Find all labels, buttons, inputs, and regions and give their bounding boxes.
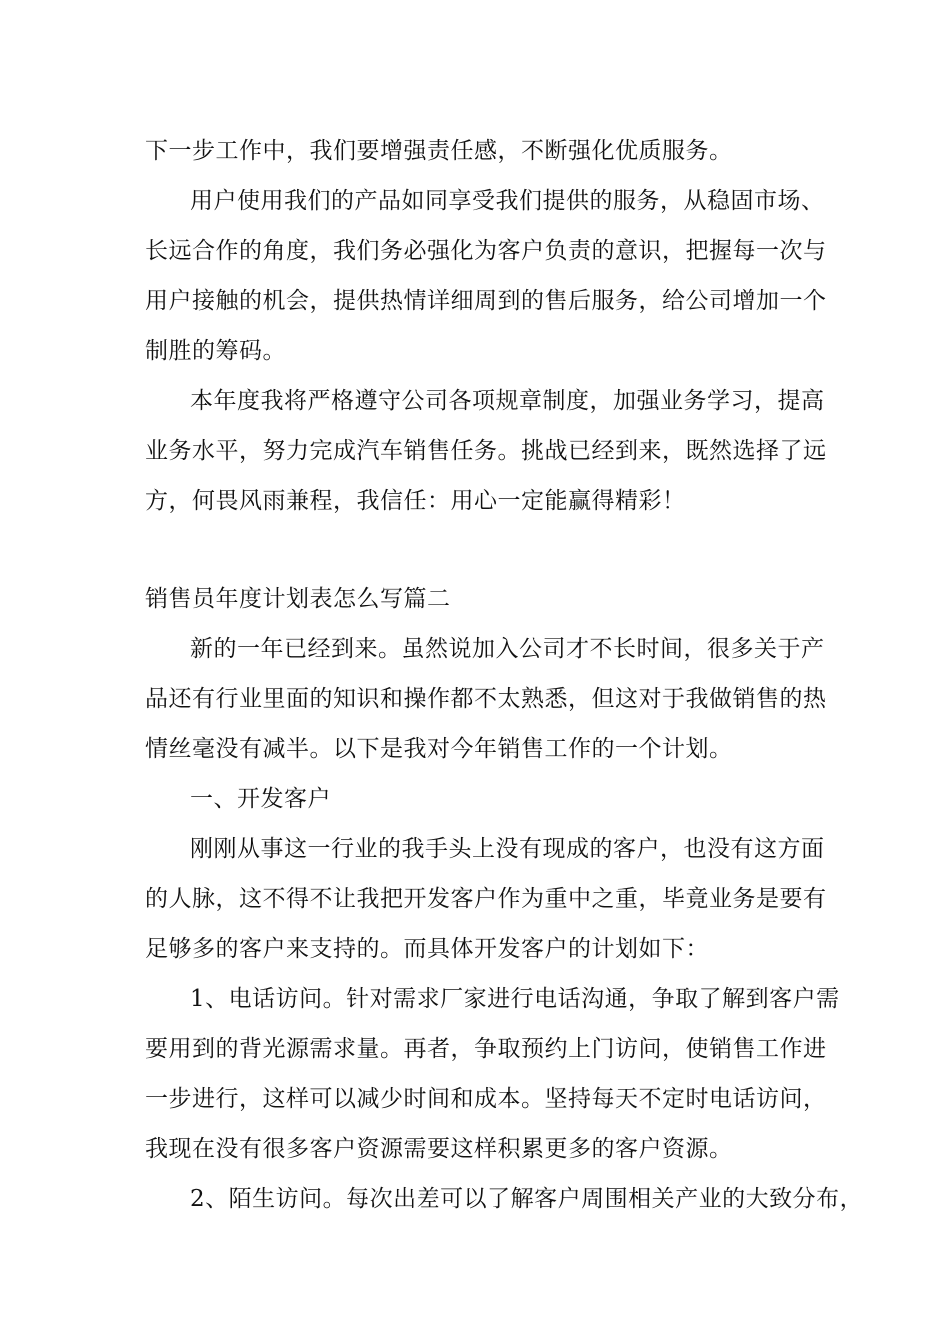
text-line: 方，何畏风雨兼程，我信任：用心一定能赢得精彩！ xyxy=(145,488,686,514)
text-line: 长远合作的角度，我们务必强化为客户负责的意识，把握每一次与 xyxy=(145,238,827,264)
text-line: 1、电话访问。针对需求厂家进行电话沟通，争取了解到客户需 xyxy=(190,986,840,1012)
text-line: 一步进行，这样可以减少时间和成本。坚持每天不定时电话访问， xyxy=(145,1086,827,1112)
text-line: 的人脉，这不得不让我把开发客户作为重中之重，毕竟业务是要有 xyxy=(145,886,827,912)
text-line: 我现在没有很多客户资源需要这样积累更多的客户资源。 xyxy=(145,1136,733,1162)
text-line: 新的一年已经到来。虽然说加入公司才不长时间，很多关于产 xyxy=(190,636,825,662)
text-line: 品还有行业里面的知识和操作都不太熟悉，但这对于我做销售的热 xyxy=(145,686,827,712)
subsection-heading: 一、开发客户 xyxy=(190,786,331,812)
text-line: 2、陌生访问。每次出差可以了解客户周围相关产业的大致分布， xyxy=(190,1186,864,1212)
text-line: 情丝毫没有减半。以下是我对今年销售工作的一个计划。 xyxy=(145,736,733,762)
text-line: 制胜的筹码。 xyxy=(145,338,286,364)
text-line: 要用到的背光源需求量。再者，争取预约上门访问，使销售工作进 xyxy=(145,1036,827,1062)
text-line: 本年度我将严格遵守公司各项规章制度，加强业务学习，提高 xyxy=(190,388,825,414)
section-heading: 销售员年度计划表怎么写篇二 xyxy=(145,586,451,612)
text-line: 业务水平，努力完成汽车销售任务。挑战已经到来，既然选择了远 xyxy=(145,438,827,464)
text-line: 足够多的客户来支持的。而具体开发客户的计划如下： xyxy=(145,936,709,962)
text-line: 用户使用我们的产品如同享受我们提供的服务，从稳固市场、 xyxy=(190,188,825,214)
text-line: 用户接触的机会，提供热情详细周到的售后服务，给公司增加一个 xyxy=(145,288,827,314)
text-line: 刚刚从事这一行业的我手头上没有现成的客户，也没有这方面 xyxy=(190,836,825,862)
text-line: 下一步工作中，我们要增强责任感，不断强化优质服务。 xyxy=(145,138,733,164)
